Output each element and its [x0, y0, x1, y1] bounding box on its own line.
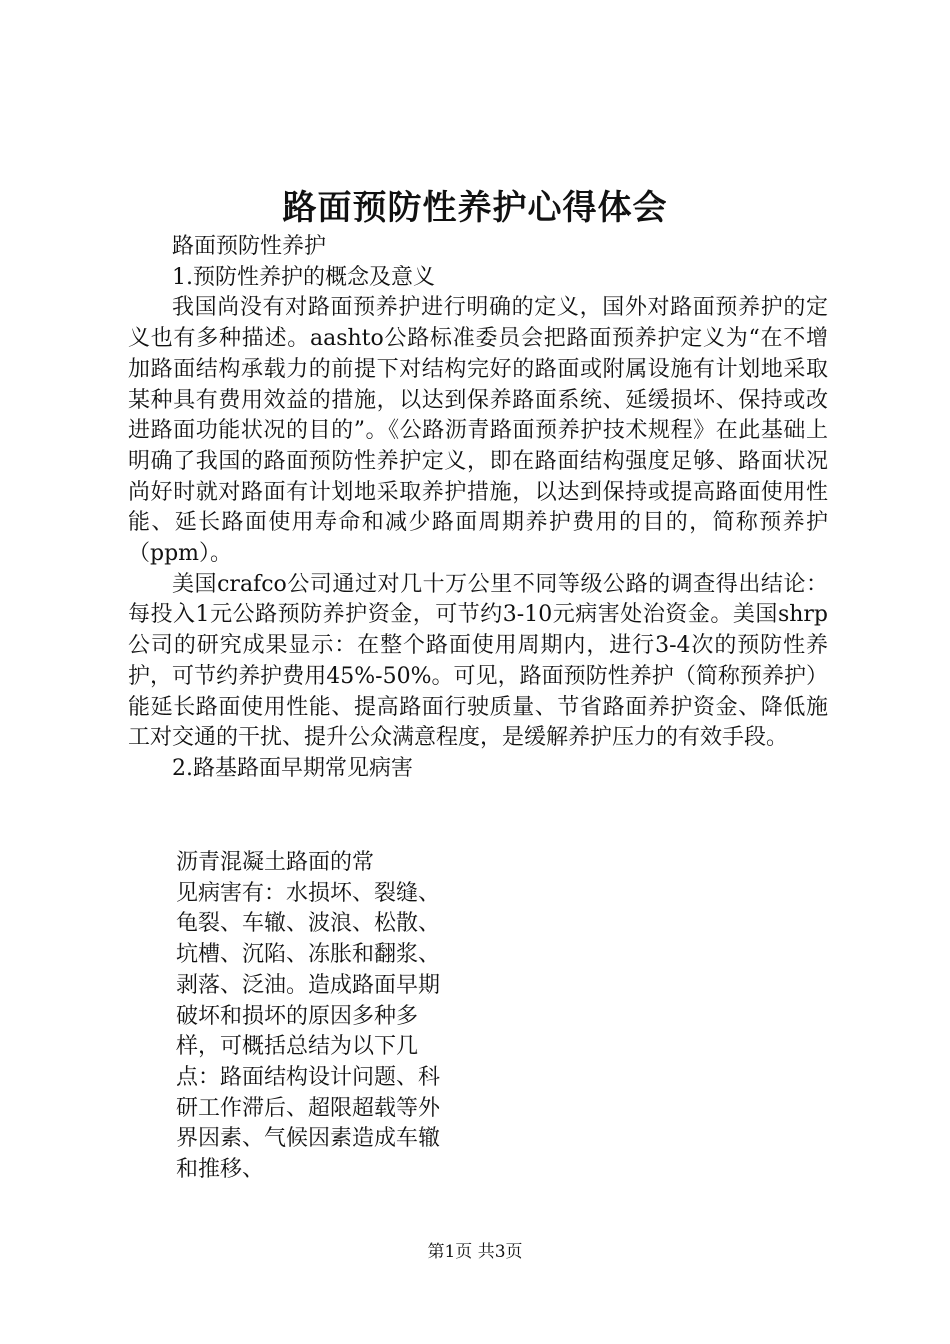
text-line: 坑槽、沉陷、冻胀和翻浆、	[176, 942, 441, 968]
narrow-text-block	[176, 848, 496, 1186]
text-line: 和推移、	[176, 1157, 265, 1183]
text-line: 沥青混凝土路面的常	[176, 850, 375, 875]
text-line: 界因素、气候因素造成车辙	[176, 1126, 441, 1152]
text-line: 见病害有：水损坏、裂缝、	[176, 880, 441, 906]
text-line: 点：路面结构设计问题、科	[176, 1064, 441, 1090]
page-footer: 第1页 共3页	[427, 1242, 523, 1262]
document-title: 路面预防性养护心得体会	[282, 188, 668, 228]
subsection-heading: 2.路基路面早期常见病害	[172, 755, 413, 781]
text-line: 破坏和损坏的原因多种多	[176, 1003, 419, 1029]
subsection-heading: 1.预防性养护的概念及意义	[172, 264, 435, 290]
section-heading: 路面预防性养护	[172, 234, 327, 259]
document-body	[128, 232, 828, 785]
body-paragraph: 我国尚没有对路面预养护进行明确的定义，国外对路面预养护的定义也有多种描述。aashto公路标准委员会把路面预养护定义为“在不增加路面结构承载力的前提下对结构完好的路面或附属设施有计划地采取某种具有费用效益的措施，以达到保养路面系统、延缓损坏、保持或改进路面功能状况的目的”。《公路沥青路面预养护技术规程》在此基础上明确了我国的路面预防性养护定义，即在路面结构强度足够、路面状况尚好时就对路面有计划地采取养护措施，以达到保持或提高路面使用性能、延长路面使用寿命和减少路面周期养护费用的目的，简称预养护（ppm）。	[128, 295, 828, 567]
text-line: 样，可概括总结为以下几	[176, 1034, 419, 1060]
body-paragraph: 美国crafco公司通过对几十万公里不同等级公路的调查得出结论：每投入1元公路预防养护资金，可节约3-10元病害处治资金。美国shrp公司的研究成果显示：在整个路面使用周期内，进行3-4次的预防性养护，可节约养护费用45%-50%。可见，路面预防性养护（简称预养护）能延长路面使用性能、提高路面行驶质量、节省路面养护资金、降低施工对交通的干扰、提升公众满意程度，是缓解养护压力的有效手段。	[128, 571, 828, 751]
text-line: 龟裂、车辙、波浪、松散、	[176, 911, 441, 937]
text-line: 剥落、泛油。造成路面早期	[176, 972, 441, 998]
text-line: 研工作滞后、超限超载等外	[176, 1095, 441, 1121]
